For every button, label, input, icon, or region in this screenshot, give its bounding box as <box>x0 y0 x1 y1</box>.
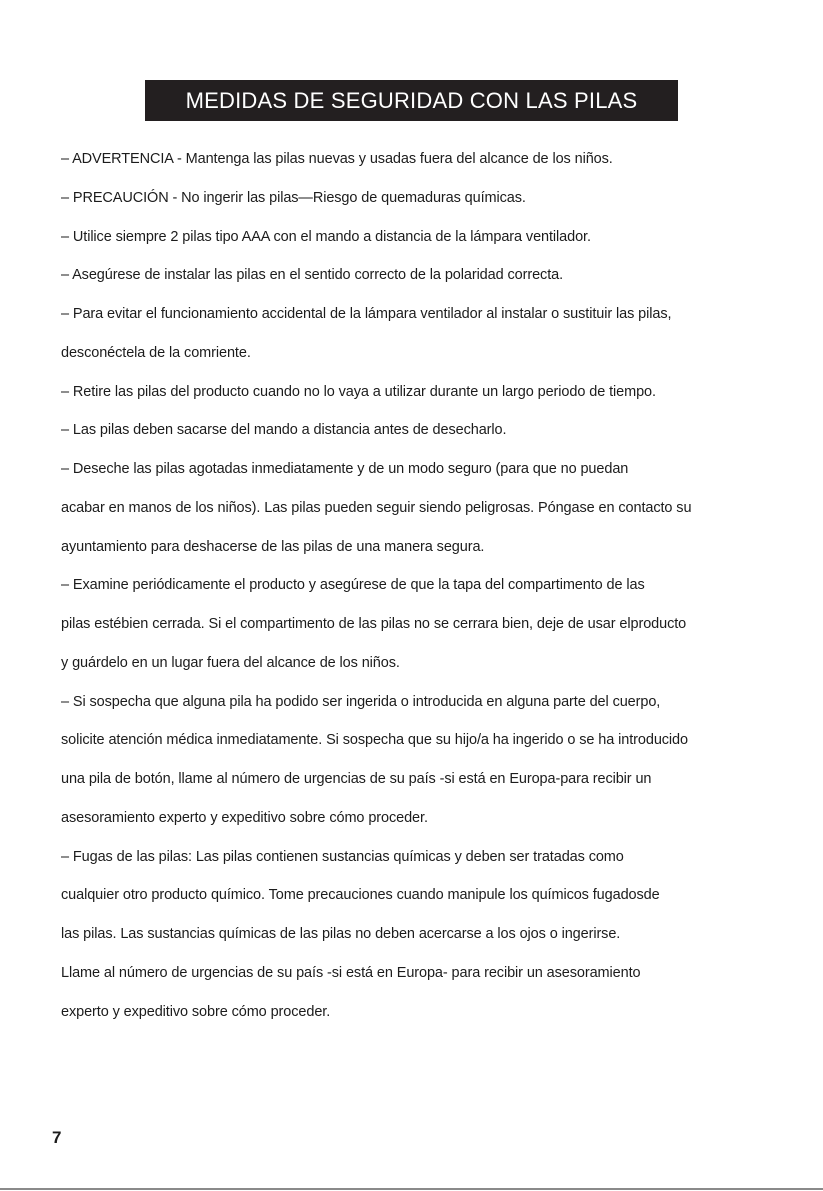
text-line: – Para evitar el funcionamiento accidental de la lámpara ventilador al instalar o sustituir las pilas, <box>61 306 672 322</box>
text-line: pilas estébien cerrada. Si el compartimento de las pilas no se cerrara bien, deje de usar elproducto <box>61 616 687 632</box>
text-line: – ADVERTENCIA - Mantenga las pilas nuevas y usadas fuera del alcance de los niños. <box>61 151 613 167</box>
text-line: y guárdelo en un lugar fuera del alcance de los niños. <box>61 654 400 671</box>
text-line: – Retire las pilas del producto cuando no lo vaya a utilizar durante un largo periodo de tiempo. <box>61 383 656 400</box>
text-line: – Utilice siempre 2 pilas tipo AAA con el mando a distancia de la lámpara ventilador. <box>61 228 591 245</box>
text-line: cualquier otro producto químico. Tome precauciones cuando manipule los químicos fugadosde <box>61 887 660 904</box>
text-line: acabar en manos de los niños). Las pilas pueden seguir siendo peligrosas. Póngase en contacto su <box>61 499 692 516</box>
page-number: 7 <box>52 1128 62 1147</box>
text-line: desconéctela de la comriente. <box>61 344 251 361</box>
safety-text <box>61 140 771 1031</box>
text-line: las pilas. Las sustancias químicas de las pilas no deben acercarse a los ojos o ingerirse. <box>61 926 621 942</box>
text-line: – Las pilas deben sacarse del mando a distancia antes de desecharlo. <box>61 422 507 439</box>
text-line: – Fugas de las pilas: Las pilas contienen sustancias químicas y deben ser tratadas como <box>61 848 624 865</box>
text-line: – Asegúrese de instalar las pilas en el sentido correcto de la polaridad correcta. <box>61 267 564 284</box>
text-line: asesoramiento experto y expeditivo sobre cómo proceder. <box>61 809 428 826</box>
text-line: ayuntamiento para deshacerse de las pilas de una manera segura. <box>61 538 485 555</box>
text-line: – Examine periódicamente el producto y asegúrese de que la tapa del compartimento de las <box>61 577 645 594</box>
bottom-rule <box>0 1188 823 1190</box>
text-line: una pila de botón, llame al número de urgencias de su país -si está en Europa-para recibir un <box>61 771 652 787</box>
text-line: experto y expeditivo sobre cómo proceder. <box>61 1003 331 1020</box>
text-line: – PRECAUCIÓN - No ingerir las pilas—Riesgo de quemaduras químicas. <box>61 189 526 206</box>
text-line: solicite atención médica inmediatamente. Si sospecha que su hijo/a ha ingerido o se ha introducido <box>61 732 688 749</box>
text-line: Llame al número de urgencias de su país -si está en Europa- para recibir un asesoramiento <box>61 964 641 981</box>
text-line: – Si sospecha que alguna pila ha podido ser ingerida o introducida en alguna parte del cuerpo, <box>61 693 661 710</box>
text-line: – Deseche las pilas agotadas inmediatamente y de un modo seguro (para que no puedan <box>61 461 629 477</box>
section-title: MEDIDAS DE SEGURIDAD CON LAS PILAS <box>145 80 678 121</box>
